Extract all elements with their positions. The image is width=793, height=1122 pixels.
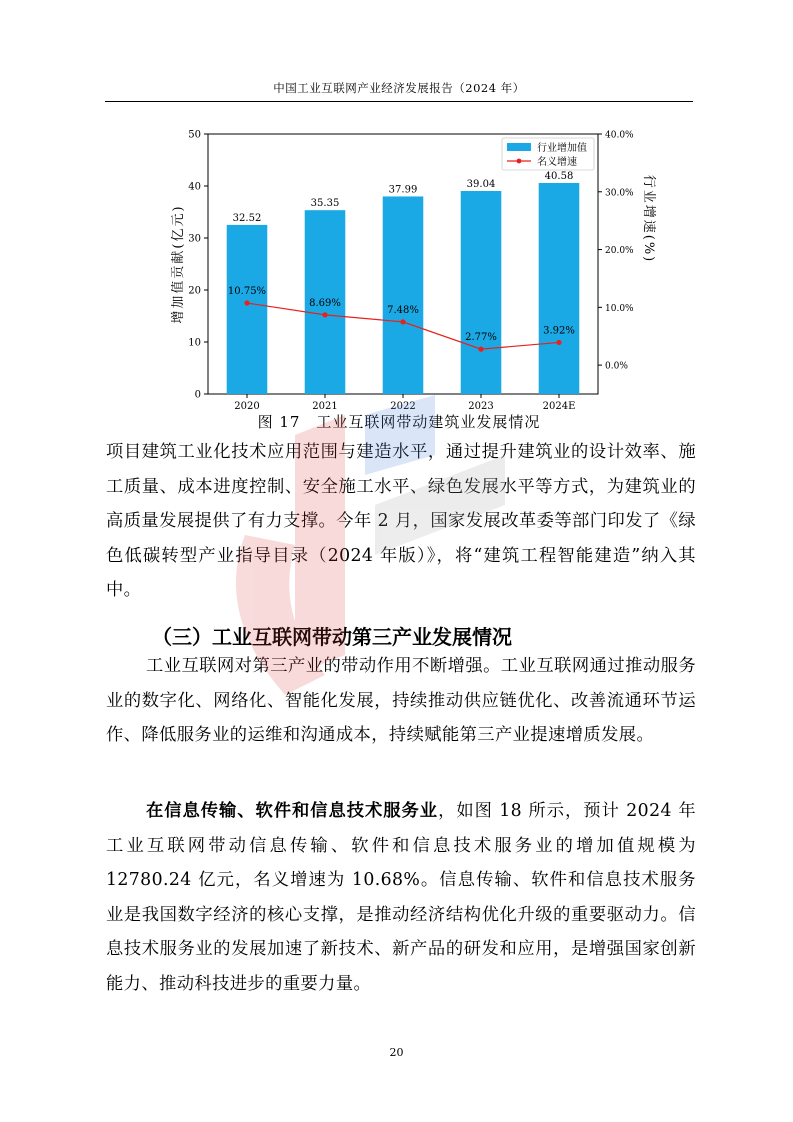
paragraph-text: ，如图 18 所示，预计 2024 年工业互联网带动信息传输、软件和信息技术服务业的增加值规模为 12780.24 亿元，名义增速为 10.68%。信息传输、软件和信息技术服务业是我国数字经济的核心支撑，是推动经济结构优化升级的重要驱动力。信息技术服务业的发展加速了新技术、新产品的研发和应用，是增强国家创新能力、推动科技进步的重要力量。: [106, 801, 697, 994]
growth-rate-point-2024E: [556, 340, 561, 345]
growth-rate-point-2021: [322, 312, 327, 317]
growth-rate-label: 10.75%: [227, 286, 267, 297]
growth-rate-point-2023: [478, 347, 483, 352]
left-axis-title: 增加值贡献(亿元): [171, 204, 186, 324]
bar-value-label: 35.35: [310, 198, 340, 210]
body-paragraph-2: 工业互联网对第三产业的带动作用不断增强。工业互联网通过推动服务业的数字化、网络化、智能化发展，持续推动供应链优化、改善流通环节运作、降低服务业的运维和沟通成本，持续赋能第三产业提速增质发展。: [106, 656, 696, 745]
running-header: 中国工业互联网产业经济发展报告（2024 年）: [273, 81, 525, 95]
growth-rate-point-2022: [400, 319, 405, 324]
left-axis-tick-label: 10: [188, 337, 201, 349]
left-axis-tick-label: 30: [188, 233, 201, 245]
bar-value-label: 39.04: [466, 178, 496, 190]
growth-rate-label: 7.48%: [387, 304, 419, 316]
left-axis-tick-label: 20: [188, 285, 201, 297]
industry-value-chart: [160, 118, 656, 413]
growth-rate-label: 8.69%: [309, 297, 341, 309]
growth-rate-label: 2.77%: [465, 332, 497, 344]
body-paragraph-1: 项目建筑工业化技术应用范围与建造水平，通过提升建筑业的设计效率、施工质量、成本进度控制、安全施工水平、绿色发展水平等方式，为建筑业的高质量发展提供了有力支撑。今年 2 月，国家发展改革委等部门印发了《绿色低碳转型产业指导目录（2024 年版）》，将“建筑工程智能建造”纳入其中。: [106, 442, 696, 600]
legend-swatch-bar: [507, 143, 531, 151]
right-axis-tick-label: 0.0%: [605, 361, 628, 372]
bar-value-label: 32.52: [232, 212, 262, 224]
left-axis-tick-label: 50: [188, 129, 201, 141]
bar-2020: [227, 225, 268, 394]
x-axis-tick-label: 2024E: [542, 401, 576, 412]
header-divider: [105, 101, 693, 102]
right-axis-tick-label: 30.0%: [605, 188, 634, 199]
section-heading: （三）工业互联网带动第三产业发展情况: [152, 625, 512, 649]
bar-2023: [461, 191, 502, 394]
right-axis-tick-label: 10.0%: [605, 303, 634, 314]
x-axis-tick-label: 2023: [468, 401, 494, 412]
left-axis-tick-label: 40: [188, 181, 201, 193]
legend-label-bar: 行业增加值: [537, 143, 587, 154]
bar-2024E: [539, 183, 580, 394]
x-axis-tick-label: 2021: [312, 401, 338, 412]
legend-marker-line: [517, 159, 522, 164]
bar-2022: [383, 196, 424, 394]
right-axis-tick-label: 40.0%: [605, 130, 634, 141]
left-axis-tick-label: 0: [194, 389, 201, 401]
body-paragraph-3: [106, 794, 696, 1001]
growth-rate-label: 3.92%: [543, 325, 575, 337]
bar-value-label: 40.58: [544, 170, 574, 182]
x-axis-tick-label: 2020: [234, 401, 260, 412]
figure-caption: 图 17 工业互联网带动建筑业发展情况: [257, 413, 541, 431]
paragraph-lead: 在信息传输、软件和信息技术服务业: [146, 801, 439, 821]
growth-rate-point-2020: [244, 300, 249, 305]
right-axis-title: 行业增速(%): [641, 174, 656, 264]
bar-value-label: 37.99: [388, 184, 418, 196]
page-number: 20: [389, 1046, 404, 1059]
right-axis-tick-label: 20.0%: [605, 246, 634, 257]
x-axis-tick-label: 2022: [390, 401, 416, 412]
legend-label-line: 名义增速: [537, 157, 577, 168]
